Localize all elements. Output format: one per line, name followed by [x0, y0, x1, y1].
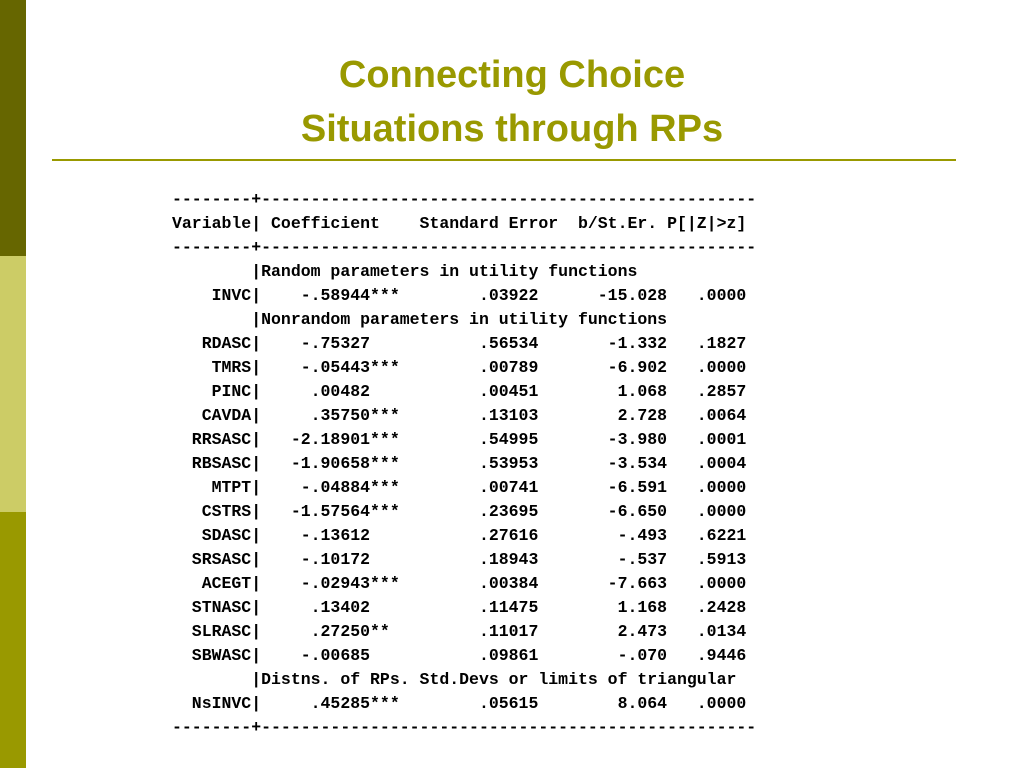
coefficient-row: SBWASC| -.00685 .09861 -.070 .9446 [172, 646, 747, 665]
section-heading-random: |Random parameters in utility functions [172, 262, 638, 281]
coefficient-row: SDASC| -.13612 .27616 -.493 .6221 [172, 526, 747, 545]
coefficient-row: INVC| -.58944*** .03922 -15.028 .0000 [172, 286, 747, 305]
coefficient-row: RDASC| -.75327 .56534 -1.332 .1827 [172, 334, 747, 353]
coefficient-row: NsINVC| .45285*** .05615 8.064 .0000 [172, 694, 747, 713]
separator-line: --------+-------------------------------------------------- [172, 190, 757, 209]
separator-line: --------+-------------------------------------------------- [172, 718, 757, 737]
coefficient-row: STNASC| .13402 .11475 1.168 .2428 [172, 598, 747, 617]
coefficient-row: RBSASC| -1.90658*** .53953 -3.534 .0004 [172, 454, 747, 473]
side-bar-segment-olive [0, 512, 26, 768]
slide-title-line-2: Situations through RPs [300, 108, 724, 150]
slide-title [26, 48, 998, 156]
separator-line: --------+-------------------------------------------------- [172, 238, 757, 257]
coefficient-row: CAVDA| .35750*** .13103 2.728 .0064 [172, 406, 747, 425]
side-bar-segment-light [0, 256, 26, 512]
side-color-bar [0, 0, 26, 768]
section-heading-nonrandom: |Nonrandom parameters in utility functions [172, 310, 668, 329]
coefficient-row: RRSASC| -2.18901*** .54995 -3.980 .0001 [172, 430, 747, 449]
section-heading-distns: |Distns. of RPs. Std.Devs or limits of triangular [172, 670, 737, 689]
coefficient-row: SLRASC| .27250** .11017 2.473 .0134 [172, 622, 747, 641]
coefficient-row: CSTRS| -1.57564*** .23695 -6.650 .0000 [172, 502, 747, 521]
header-row: Variable| Coefficient Standard Error b/St.Er. P[|Z|>z] [172, 214, 747, 233]
coefficient-row: SRSASC| -.10172 .18943 -.537 .5913 [172, 550, 747, 569]
regression-output [172, 188, 756, 740]
coefficient-row: ACEGT| -.02943*** .00384 -7.663 .0000 [172, 574, 747, 593]
coefficient-row: MTPT| -.04884*** .00741 -6.591 .0000 [172, 478, 747, 497]
side-bar-segment-dark [0, 0, 26, 256]
coefficient-row: PINC| .00482 .00451 1.068 .2857 [172, 382, 747, 401]
coefficient-row: TMRS| -.05443*** .00789 -6.902 .0000 [172, 358, 747, 377]
slide-title-line-1: Connecting Choice [338, 54, 686, 96]
title-divider [52, 159, 956, 161]
